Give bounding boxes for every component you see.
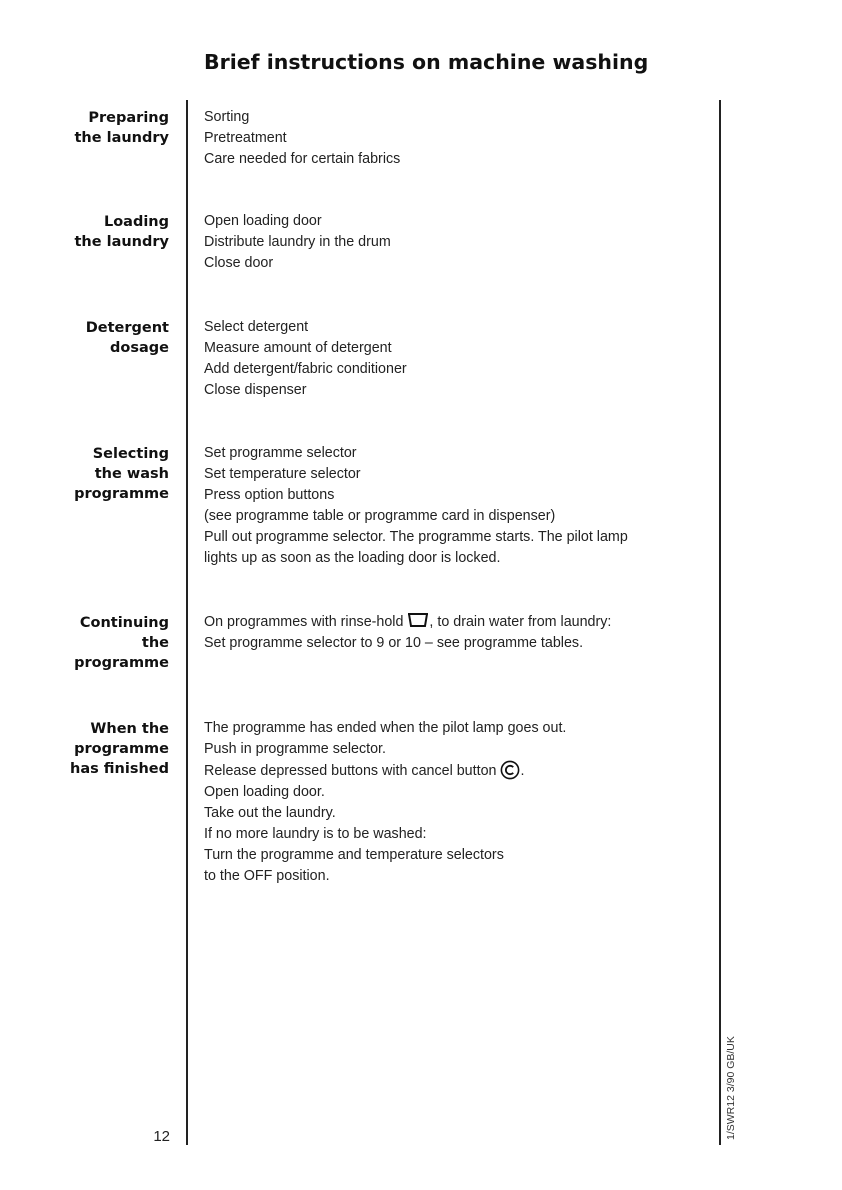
rinse-hold-tub-icon bbox=[407, 612, 429, 628]
instruction-line: Open loading door bbox=[204, 213, 322, 229]
instruction-line: If no more laundry is to be washed: bbox=[204, 826, 427, 842]
instruction-line: Select detergent bbox=[204, 319, 309, 335]
section-heading: When the programme has finished bbox=[70, 721, 169, 777]
instruction-line: Set temperature selector bbox=[204, 466, 361, 482]
left-rule bbox=[186, 100, 188, 1145]
section-heading: Preparing the laundry bbox=[74, 110, 169, 146]
instruction-line: Set programme selector bbox=[204, 445, 357, 461]
page-number: 12 bbox=[153, 1128, 170, 1145]
instruction-line: Add detergent/fabric conditioner bbox=[204, 361, 407, 377]
instruction-line: On programmes with rinse-hold , to drain water from laundry: bbox=[204, 614, 612, 630]
instruction-line: Sorting bbox=[204, 109, 250, 125]
section-heading: Loading the laundry bbox=[74, 214, 169, 250]
instruction-line: Release depressed buttons with cancel button . bbox=[204, 760, 714, 782]
section-heading: Detergent dosage bbox=[85, 320, 169, 356]
instruction-line: Turn the programme and temperature selectors bbox=[204, 847, 504, 863]
instruction-line: Pull out programme selector. The programme starts. The pilot lamp bbox=[204, 529, 628, 545]
instruction-line: Press option buttons bbox=[204, 487, 335, 503]
instruction-line: lights up as soon as the loading door is locked. bbox=[204, 550, 501, 566]
instruction-line: Set programme selector to 9 or 10 – see programme tables. bbox=[204, 635, 584, 651]
instruction-line: Close door bbox=[204, 255, 274, 271]
right-rule bbox=[719, 100, 721, 1145]
section-body bbox=[204, 718, 714, 887]
instruction-line: to the OFF position. bbox=[204, 868, 330, 884]
instruction-line: (see programme table or programme card in dispenser) bbox=[204, 508, 556, 524]
instruction-line: Open loading door. bbox=[204, 784, 325, 800]
instruction-line: Take out the laundry. bbox=[204, 805, 336, 821]
section-heading: Selecting the wash programme bbox=[74, 446, 169, 502]
instruction-line: Close dispenser bbox=[204, 382, 307, 398]
document-code: 1/SWR12 3/90 GB/UK bbox=[725, 1036, 737, 1140]
section-body bbox=[204, 107, 714, 170]
instruction-line: Care needed for certain fabrics bbox=[204, 151, 401, 167]
instruction-line: Distribute laundry in the drum bbox=[204, 234, 391, 250]
section-body bbox=[204, 443, 714, 569]
circled-c-icon bbox=[500, 760, 520, 780]
page-title: Brief instructions on machine washing bbox=[204, 50, 649, 74]
instruction-line: Pretreatment bbox=[204, 130, 287, 146]
section-body bbox=[204, 211, 714, 274]
instruction-line: The programme has ended when the pilot lamp goes out. bbox=[204, 720, 567, 736]
section-body bbox=[204, 612, 714, 654]
instruction-line: Measure amount of detergent bbox=[204, 340, 392, 356]
section-body bbox=[204, 317, 714, 401]
instruction-line: Push in programme selector. bbox=[204, 741, 386, 757]
section-heading: Continuing the programme bbox=[74, 615, 169, 671]
